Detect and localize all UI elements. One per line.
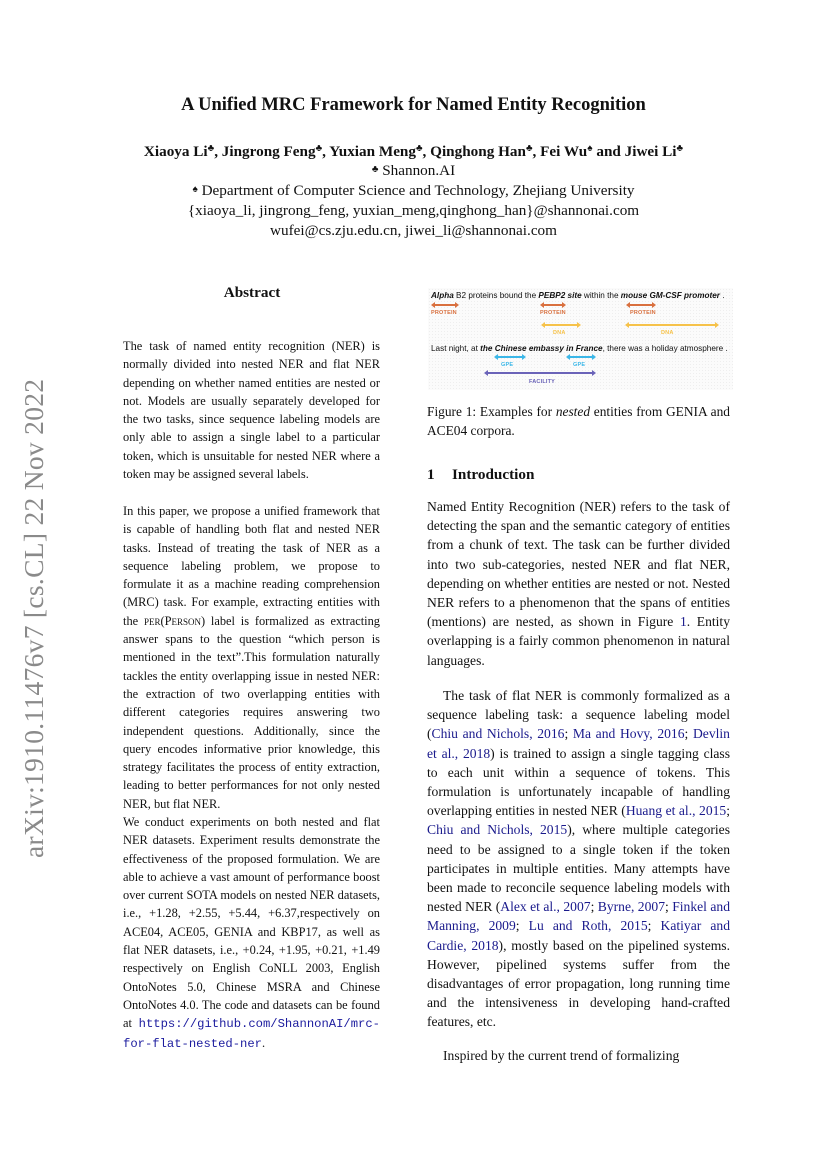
entity-type-label: FACILITY [529, 379, 556, 385]
club-suit-icon: ♣ [415, 143, 423, 154]
citation-link[interactable]: Ma and Hovy, 2016 [572, 726, 685, 742]
citation-link[interactable]: Chiu and Nichols, 2015 [427, 822, 568, 838]
citation-link[interactable]: Devlin et al., 2018 [427, 726, 730, 761]
citation-link[interactable]: Chiu and Nichols, 2016 [431, 726, 565, 742]
club-suit-icon: ♣ [207, 143, 215, 154]
abstract-heading: Abstract [223, 284, 281, 301]
author-name: Yuxian Meng [329, 143, 416, 160]
entity-type-label: DNA [553, 330, 566, 336]
entity-type-label: GPE [501, 362, 514, 368]
club-suit-icon: ♣ [315, 143, 323, 154]
email-line-2: wufei@cs.zju.edu.cn, jiwei_li@shannonai.com [270, 222, 557, 239]
club-suit-icon: ♣ [676, 143, 684, 154]
introduction-paragraph-3: Inspired by the current trend of formalizing [443, 1048, 680, 1063]
arxiv-identifier-stamp: arXiv:1910.11476v7 [cs.CL] 22 Nov 2022 [18, 378, 49, 858]
abstract-paragraph-3: We conduct experiments on both nested and flat NER datasets. Experiment results demonstrate the effectiveness of the proposed formulation. We are able to achieve a vast amount of performance boost over current SOTA models on nested NER datasets, i.e., +1.28, +2.55, +5.44, +6.37,respectively on ACE04, ACE05, GENIA and KBP17, as well as flat NER datasets, i.e., +0.24, +1.95, +0.21, +1.49 respectively on English CoNLL 2003, English OntoNotes 5.0, Chinese MSRA and Chinese OntoNotes 4.0. The code and datasets can be found at https://github.com/ShannonAI/mrc-for-flat-nested-ner. [123, 815, 380, 1051]
per-person-label: per(Person) [143, 613, 206, 628]
entity-type-label: PROTEIN [540, 310, 566, 316]
email-line-1: {xiaoya_li, jingrong_feng, yuxian_meng,qinghong_han}@shannonai.com [187, 202, 640, 219]
abstract-paragraph-1: The task of named entity recognition (NER) is normally divided into nested NER and flat NER depending on whether named entities are nested or not. Models are usually separately developed for the two tasks, since sequence labeling models are only able to assign a single label to a particular token, which is unsuitable for nested NER where a token may be assigned several labels. [123, 339, 380, 482]
affiliation-zhejiang: ♠ Department of Computer Science and Technology, Zhejiang University [192, 182, 635, 199]
author-name: Jingrong Feng [221, 143, 316, 160]
entity-span-arrow [544, 324, 578, 326]
author-name: Xiaoya Li [143, 143, 208, 160]
club-suit-icon: ♣ [371, 164, 379, 175]
citation-link[interactable]: Finkel and Manning, 2009 [427, 899, 730, 934]
section-heading-introduction [427, 466, 534, 484]
author-name: Fei Wu [540, 143, 588, 160]
entity-type-label: GPE [573, 362, 586, 368]
figure-reference-link[interactable]: 1 [679, 614, 687, 630]
entity-span-arrow [629, 304, 653, 306]
spade-suit-icon: ♠ [192, 184, 198, 195]
ace04-example-sentence: Last night, at the Chinese embassy in France, there was a holiday atmosphere . [431, 344, 728, 353]
citation-link[interactable]: Byrne, 2007 [597, 899, 665, 915]
figure-1-caption: Figure 1: Examples for nested entities from GENIA and ACE04 corpora. [427, 404, 730, 438]
entity-span-arrow [569, 356, 593, 358]
entity-type-label: PROTEIN [431, 310, 457, 316]
citation-link[interactable]: Alex et al., 2007 [500, 899, 591, 915]
citation-link[interactable]: Huang et al., 2015 [625, 803, 727, 819]
author-name: Qinghong Han [430, 143, 526, 160]
introduction-paragraph-1: Named Entity Recognition (NER) refers to the task of detecting the span and the semantic category of entities from a chunk of text. The task can be further divided into two sub-categories, nested NER and flat NER, depending on whether entities are nested or not. Nested NER refers to a phenomenon that the spans of entities (mentions) are nested, as shown in Figure 1. Entity overlapping is a fairly common phenomenon in natural languages. [427, 499, 730, 668]
entity-span-arrow [434, 304, 456, 306]
author-list: Xiaoya Li♣, Jingrong Feng♣, Yuxian Meng♣, Qinghong Han♣, Fei Wu♠ and Jiwei Li♣ [143, 143, 684, 160]
citation-link[interactable]: Katiyar and Cardie, 2018 [427, 918, 731, 953]
code-repository-link[interactable]: https://github.com/ShannonAI/mrc-for-flat-nested-ner [123, 1017, 380, 1051]
introduction-paragraph-2: The task of flat NER is commonly formalized as a sequence labeling task: a sequence labeling model (Chiu and Nichols, 2016; Ma and Hovy, 2016; Devlin et al., 2018) is trained to assign a single tagging class to each unit within a sequence of tokens. This formulation is unfortunately incapable of handling overlapping entities in nested NER (Huang et al., 2015; Chiu and Nichols, 2015), where multiple categories need to be assigned to a single token if the token participates in multiple entities. Many attempts have been made to reconcile sequence labeling models with nested NER (Alex et al., 2007; Byrne, 2007; Finkel and Manning, 2009; Lu and Roth, 2015; Katiyar and Cardie, 2018), mostly based on the pipelined systems. However, pipelined systems suffer from the disadvantages of error propagation, long running time and the intensiveness in developing hand-crafted features, etc. [427, 688, 731, 1030]
club-suit-icon: ♣ [525, 143, 533, 154]
entity-span-arrow [487, 372, 593, 374]
citation-link[interactable]: Lu and Roth, 2015 [528, 918, 648, 934]
entity-type-label: DNA [661, 330, 674, 336]
affiliation-shannon: ♣ Shannon.AI [371, 162, 456, 179]
entity-span-arrow [628, 324, 716, 326]
spade-suit-icon: ♠ [587, 143, 593, 154]
section-title: Introduction [452, 466, 535, 483]
entity-type-label: PROTEIN [630, 310, 656, 316]
entity-span-arrow [543, 304, 563, 306]
genia-example-sentence: Alpha B2 proteins bound the PEBP2 site within the mouse GM-CSF promoter . [431, 291, 725, 300]
section-number: 1 [427, 466, 435, 483]
abstract-paragraph-2: In this paper, we propose a unified framework that is capable of handling both flat and nested NER tasks. Instead of treating the task of NER as a sequence labeling problem, we propose to formulate it as a machine reading comprehension (MRC) task. For example, extracting entities with the per(Person) label is formalized as extracting answer spans to the question “which person is mentioned in the text”.This formulation naturally tackles the entity overlapping issue in nested NER: the extraction of two overlapping entities with different categories requires answering two independent questions. Additionally, since the query encodes informative prior knowledge, this strategy facilitates the process of entity extraction, leading to better performances for not only nested NER, but flat NER. [123, 504, 380, 811]
author-name: Jiwei Li [624, 143, 677, 160]
figure-1-nested-entities [428, 288, 733, 390]
entity-span-arrow [497, 356, 523, 358]
paper-title: A Unified MRC Framework for Named Entity Recognition [181, 95, 646, 115]
